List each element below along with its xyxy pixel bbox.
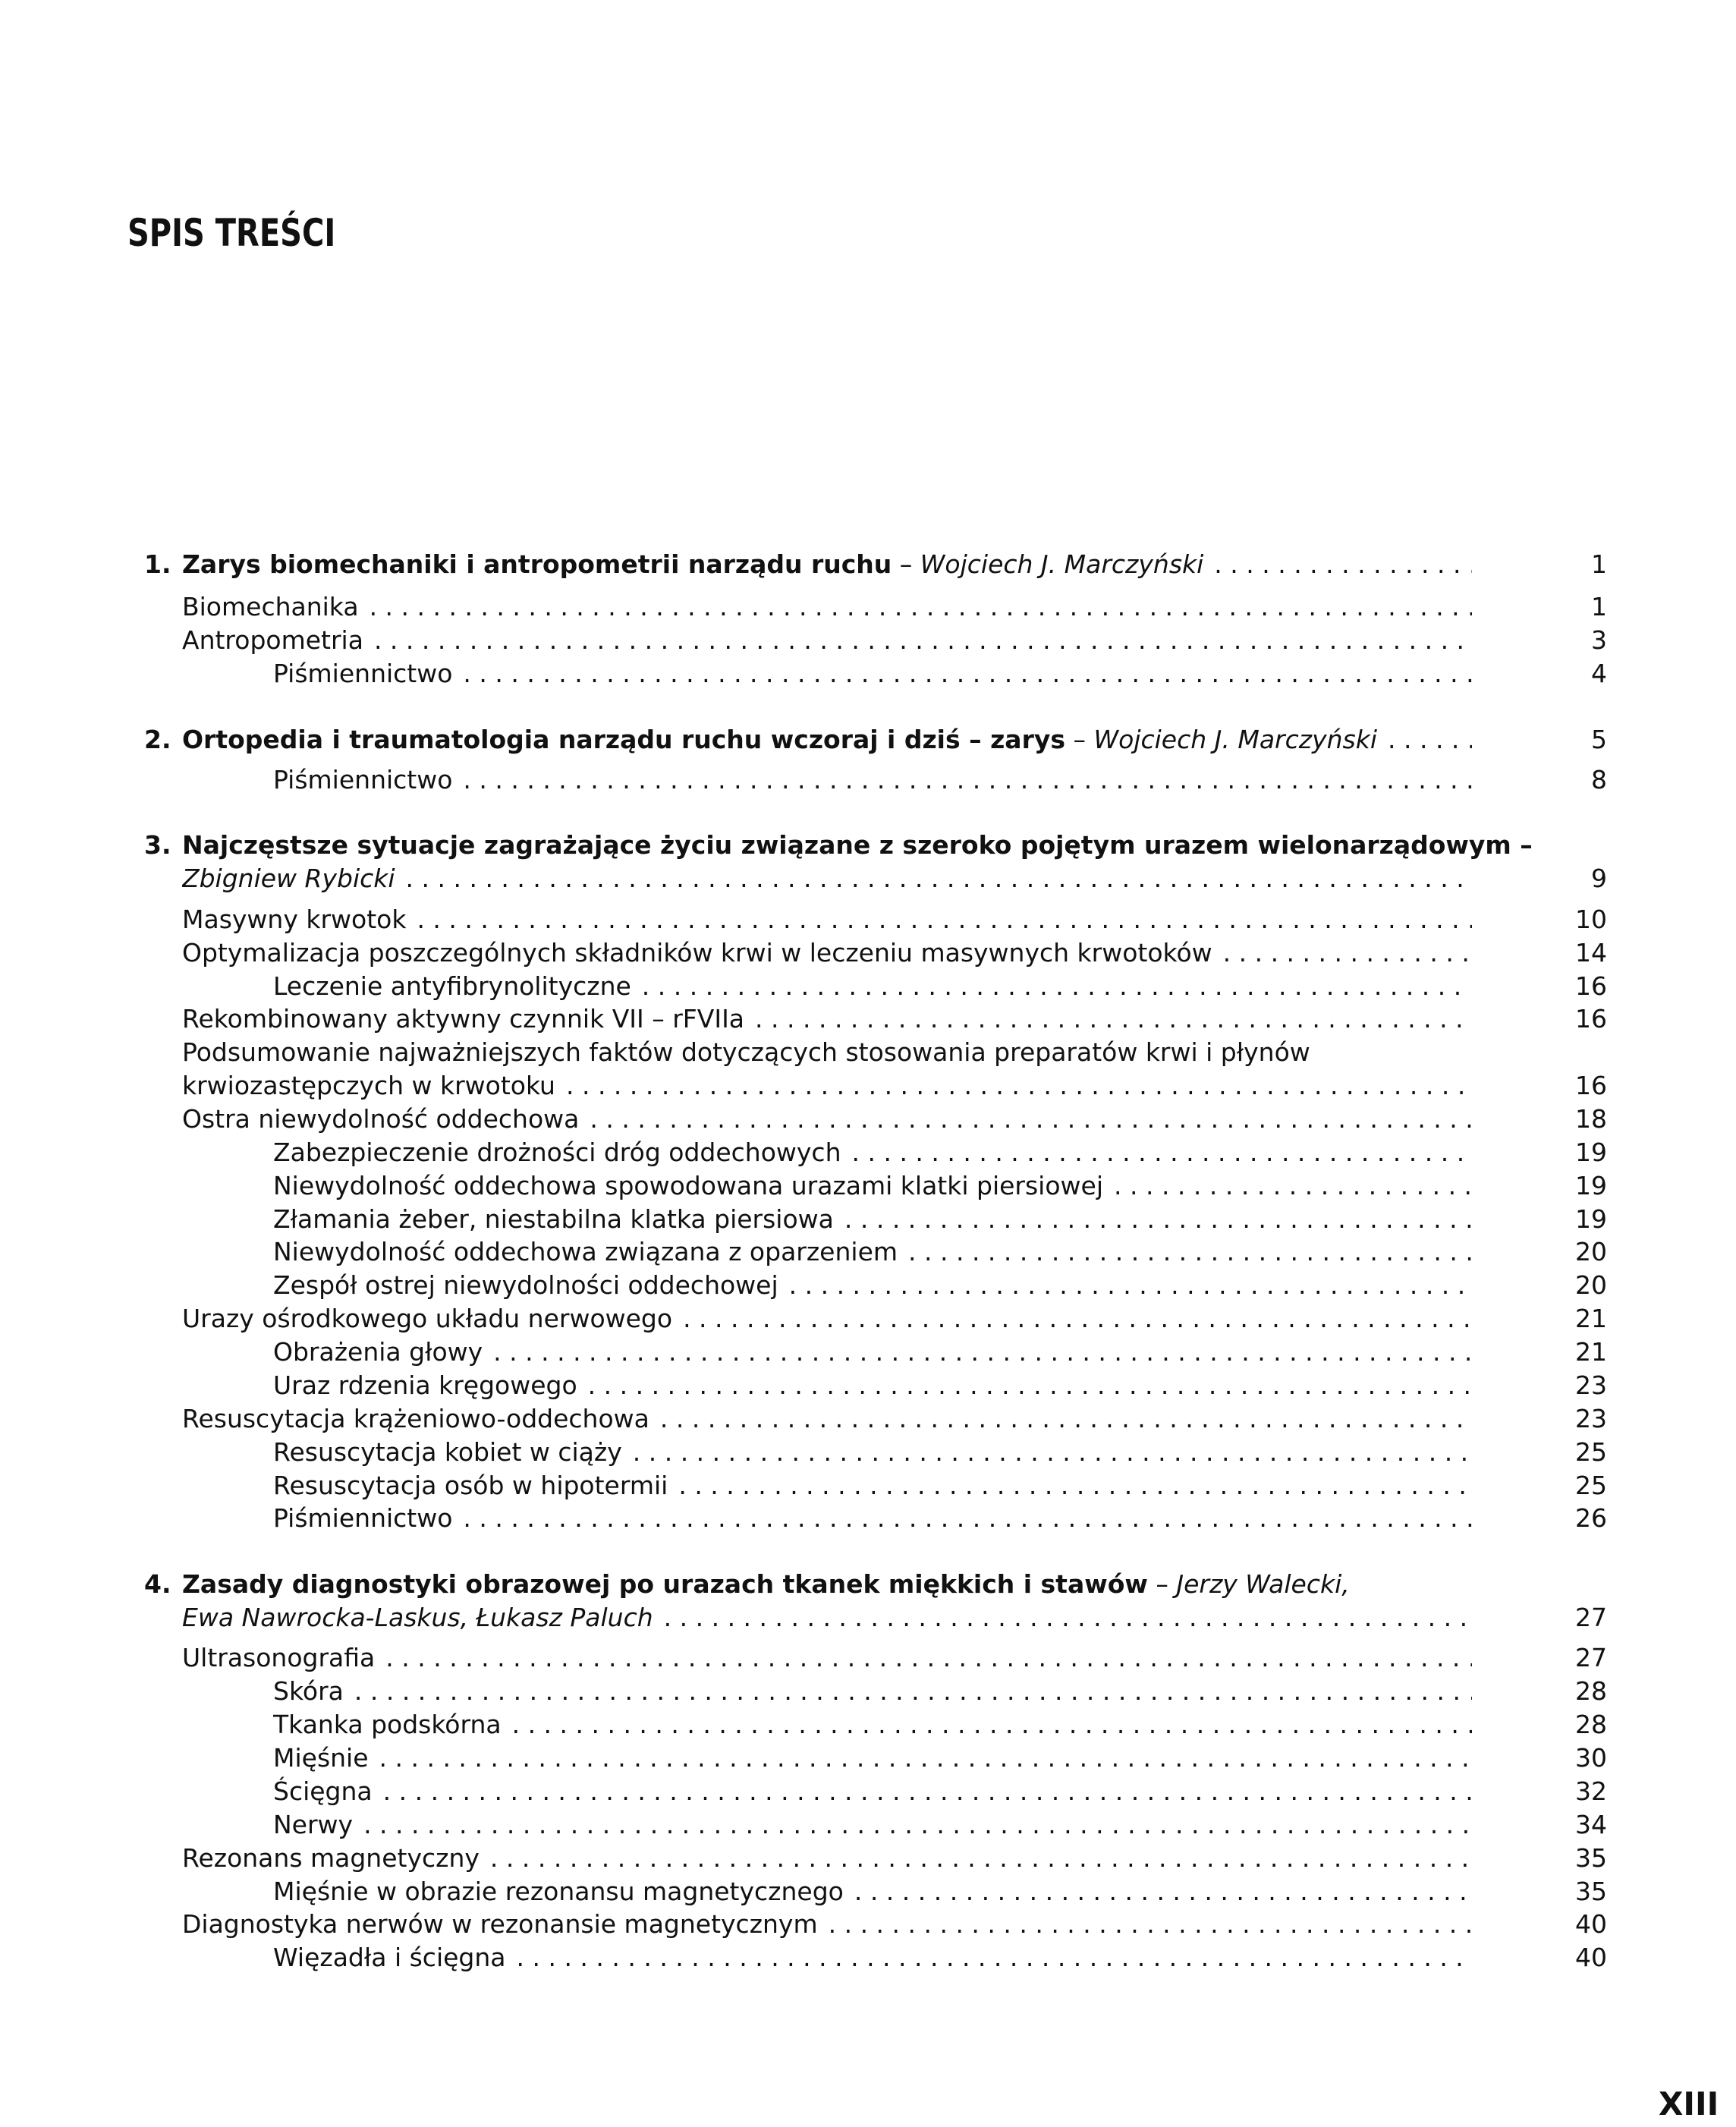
page-number: 5 [1591,725,1607,754]
page-number: 1 [1591,592,1607,621]
toc-item[interactable] [0,1269,1736,1302]
dot-leader [1103,1169,1472,1203]
toc-item-label: Złamania żeber, niestabilna klatka piersiowa [273,1204,834,1234]
page-title: SPIS TREŚCI [127,211,336,255]
toc-item-label: Rekombinowany aktywny czynnik VII – rFVIIa [182,1004,745,1034]
dot-leader [452,763,1472,797]
separator: – [1147,1569,1177,1599]
chapter-author: Zbigniew Rybicki [182,864,395,893]
toc-item[interactable] [0,1136,1736,1169]
page-number: 25 [1575,1471,1607,1500]
toc-item-label: Diagnostyka nerwów w rezonansie magnetycznym [182,1909,818,1939]
toc-leader [182,936,1472,970]
toc-item[interactable] [0,1742,1736,1775]
toc-item[interactable] [0,1675,1736,1708]
dot-leader [406,903,1472,936]
dot-leader [344,1675,1472,1708]
toc-leader [273,1502,1472,1535]
page-number: 35 [1575,1843,1607,1873]
chapter-author: Wojciech J. Marczyński [920,549,1204,579]
toc-leader [182,1641,1472,1675]
toc-item[interactable] [0,1203,1736,1236]
toc-leader [273,1742,1472,1775]
toc-item[interactable] [0,1402,1736,1436]
toc-item-label: Więzadła i ścięgna [273,1943,506,1972]
toc-item-label: Mięśnie [273,1743,369,1773]
page-number: 19 [1575,1171,1607,1200]
page-number: 16 [1575,1071,1607,1100]
chapter-author: Ewa Nawrocka-Laskus, Łukasz Paluch [182,1603,653,1632]
page-number: 28 [1575,1676,1607,1706]
dot-leader [480,1842,1472,1875]
dot-leader [395,862,1472,895]
dot-leader [1377,723,1472,757]
toc-leader [273,1875,1472,1908]
separator: – [1065,725,1094,754]
toc-item-label: Biomechanika [182,592,359,621]
toc-item-label: Resuscytacja krążeniowo-oddechowa [182,1404,649,1433]
dot-leader [579,1103,1472,1136]
page-number: 35 [1575,1877,1607,1906]
toc-leader [273,1808,1472,1842]
toc-item-label: krwiozastępczych w krwotoku [182,1071,555,1100]
dot-leader [622,1436,1472,1469]
toc-leader [273,1469,1472,1502]
dot-leader [483,1336,1472,1369]
toc-leader [182,590,1472,624]
dot-leader [1212,936,1472,970]
page-number: 19 [1575,1137,1607,1167]
chapter-number: 3. [144,830,171,860]
dot-leader [359,590,1472,624]
toc-item-label: Piśmiennictwo [273,765,453,794]
toc-leader [273,1235,1472,1269]
toc-leader [182,1002,1472,1036]
page-number: 23 [1575,1370,1607,1400]
page-number: 27 [1575,1603,1607,1632]
dot-leader [577,1369,1472,1402]
toc-leader [182,1302,1472,1336]
chapter-number: 2. [144,725,171,754]
page-number: 10 [1575,905,1607,934]
toc-item[interactable] [0,1336,1736,1369]
toc-leader [182,624,1472,657]
toc-item[interactable] [0,657,1736,691]
page-number: 34 [1575,1810,1607,1839]
toc-chapter-1[interactable] [0,548,1736,581]
dot-leader [653,1601,1472,1635]
dot-leader [668,1469,1472,1502]
toc-item[interactable] [0,1708,1736,1742]
toc-item[interactable] [0,1169,1736,1203]
toc-leader [182,548,1472,581]
toc-item[interactable] [0,1775,1736,1808]
toc-leader [273,1775,1472,1808]
toc-leader [182,903,1472,936]
toc-item-label: Niewydolność oddechowa związana z oparzeniem [273,1237,898,1266]
toc-item-label: Resuscytacja kobiet w ciąży [273,1437,622,1467]
toc-item[interactable] [0,1302,1736,1336]
page-number: 26 [1575,1503,1607,1533]
page-number: 40 [1575,1943,1607,1972]
toc-item-label: Rezonans magnetyczny [182,1843,480,1873]
page-number: 9 [1591,864,1607,893]
dot-leader [555,1069,1472,1103]
toc-chapter-2[interactable] [0,723,1736,757]
page-number: 27 [1575,1643,1607,1672]
dot-leader [818,1908,1472,1941]
toc-item-line1[interactable] [0,1036,1736,1069]
toc-item[interactable] [0,1069,1736,1103]
toc-leader [273,1136,1472,1169]
dot-leader [898,1235,1472,1269]
toc-item-label: Obrażenia głowy [273,1337,483,1367]
toc-item-label: Mięśnie w obrazie rezonansu magnetycznego [273,1877,844,1906]
toc-item[interactable] [0,970,1736,1003]
page-number: 23 [1575,1404,1607,1433]
toc-item[interactable] [0,1842,1736,1875]
toc-item-label: Zespół ostrej niewydolności oddechowej [273,1270,778,1300]
toc-item-label: Masywny krwotok [182,905,407,934]
page-number: 21 [1575,1304,1607,1333]
dot-leader [778,1269,1472,1302]
toc-item-label: Nerwy [273,1810,354,1839]
page-number: 8 [1591,765,1607,794]
chapter-author: Wojciech J. Marczyński [1093,725,1378,754]
toc-leader [182,1103,1472,1136]
toc-item-label: Piśmiennictwo [273,659,453,688]
page-number: 1 [1591,549,1607,579]
toc-item-label: Niewydolność oddechowa spowodowana urazami klatki piersiowej [273,1171,1103,1200]
toc-chapter-3-author[interactable] [0,862,1736,895]
chapter-title: Zarys biomechaniki i antropometrii narządu ruchu [182,549,892,579]
toc-item-label: Resuscytacja osób w hipotermii [273,1471,668,1500]
toc-item-label: Piśmiennictwo [273,1503,453,1533]
toc-leader [182,723,1472,757]
dot-leader [363,624,1472,657]
page-number: 4 [1591,659,1607,688]
toc-item[interactable] [0,590,1736,624]
dot-leader [631,970,1472,1003]
toc-item[interactable] [0,763,1736,797]
page-number: 14 [1575,938,1607,968]
toc-item-label: Tkanka podskórna [273,1710,502,1739]
page-number: 16 [1575,971,1607,1001]
toc-item[interactable] [0,903,1736,936]
toc-item[interactable] [0,1941,1736,1974]
toc-leader [273,657,1472,691]
toc-leader [273,1436,1472,1469]
toc-item[interactable] [0,1502,1736,1535]
toc-leader [182,1842,1472,1875]
toc-item[interactable] [0,1875,1736,1908]
dot-leader [452,657,1472,691]
toc-item[interactable] [0,1808,1736,1842]
toc-leader [273,1269,1472,1302]
toc-leader [273,1708,1472,1742]
toc-leader [273,763,1472,797]
page-number: 21 [1575,1337,1607,1367]
toc-leader [273,1203,1472,1236]
toc-leader [273,1169,1472,1203]
chapter-number: 4. [144,1569,171,1599]
toc-item-label: Skóra [273,1676,344,1706]
chapter-title: Zasady diagnostyki obrazowej po urazach tkanek miękkich i stawów [182,1569,1148,1599]
page-number: 40 [1575,1909,1607,1939]
toc-item-label: Urazy ośrodkowego układu nerwowego [182,1304,673,1333]
toc-item-label: Leczenie antyfibrynolityczne [273,971,631,1001]
folio-page-number: XIII [1659,2085,1719,2122]
chapter-author: Jerzy Walecki, [1176,1569,1350,1599]
toc-leader [182,1908,1472,1941]
page-number: 3 [1591,625,1607,655]
toc-item[interactable] [0,624,1736,657]
toc-chapter-4-authors[interactable] [0,1601,1736,1635]
page-number: 20 [1575,1270,1607,1300]
dot-leader [1203,548,1472,581]
chapter-title: Ortopedia i traumatologia narządu ruchu wczoraj i dziś – zarys [182,725,1066,754]
toc-item[interactable] [0,1103,1736,1136]
toc-item-label: Uraz rdzenia kręgowego [273,1370,577,1400]
toc-chapter-4[interactable] [0,1568,1736,1601]
dot-leader [369,1742,1472,1775]
dot-leader [452,1502,1472,1535]
toc-chapter-3[interactable] [0,829,1736,862]
toc-item[interactable] [0,1235,1736,1269]
separator: – [892,549,920,579]
dot-leader [373,1775,1472,1808]
dot-leader [744,1002,1472,1036]
dot-leader [506,1941,1472,1974]
toc-leader [182,1601,1472,1635]
toc-item-label: Podsumowanie najważniejszych faktów dotyczących stosowania preparatów krwi i płynów [182,1037,1310,1067]
toc-item-label: Zabezpieczenie drożności dróg oddechowych [273,1137,841,1167]
toc-item[interactable] [0,1908,1736,1941]
toc-leader [273,1369,1472,1402]
dot-leader [375,1641,1472,1675]
page-number: 28 [1575,1710,1607,1739]
toc-leader [273,1941,1472,1974]
toc-leader [182,862,1472,895]
toc-item-label: Ultrasonografia [182,1643,376,1672]
page-number: 20 [1575,1237,1607,1266]
page-number: 16 [1575,1004,1607,1034]
page-number: 32 [1575,1776,1607,1806]
toc-leader [273,1336,1472,1369]
page-number: 18 [1575,1104,1607,1134]
chapter-title: Najczęstsze sytuacje zagrażające życiu związane z szeroko pojętym urazem wielonarządowym – [182,830,1533,860]
dot-leader [841,1136,1473,1169]
dot-leader [844,1875,1472,1908]
toc-item[interactable] [0,1641,1736,1675]
toc-item-label: Antropometria [182,625,363,655]
page-number: 30 [1575,1743,1607,1773]
toc-leader [182,1069,1472,1103]
dot-leader [353,1808,1472,1842]
toc-leader [273,1675,1472,1708]
toc-item[interactable] [0,1002,1736,1036]
dot-leader [834,1203,1472,1236]
dot-leader [649,1402,1472,1436]
toc-item-label: Ostra niewydolność oddechowa [182,1104,580,1134]
toc-item[interactable] [0,1436,1736,1469]
chapter-number: 1. [144,549,171,579]
toc-leader [182,1402,1472,1436]
page-number: 19 [1575,1204,1607,1234]
toc-item-label: Ścięgna [273,1776,373,1806]
toc-item[interactable] [0,936,1736,970]
dot-leader [672,1302,1472,1336]
dot-leader [502,1708,1472,1742]
toc-item-label: Optymalizacja poszczególnych składników krwi w leczeniu masywnych krwotoków [182,938,1212,968]
toc-item[interactable] [0,1469,1736,1502]
toc-item[interactable] [0,1369,1736,1402]
toc-leader [273,970,1472,1003]
page-number: 25 [1575,1437,1607,1467]
